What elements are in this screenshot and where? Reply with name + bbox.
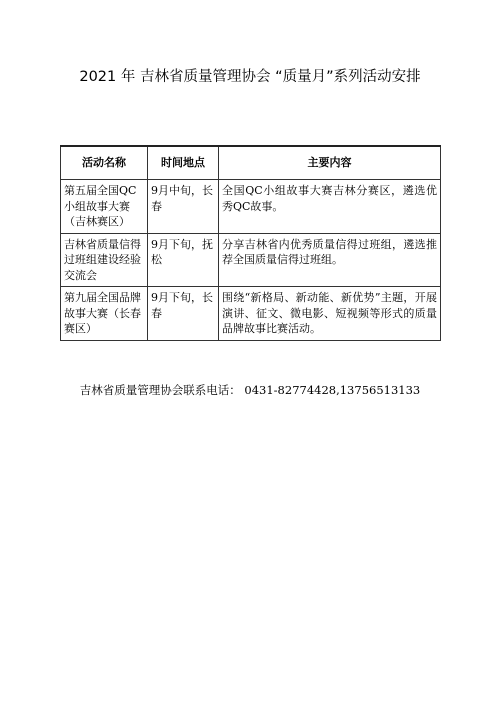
activity-name-cell: 第五届全国QC小组故事大赛（吉林赛区）: [61, 180, 148, 234]
header-main-content: 主要内容: [219, 146, 441, 180]
table-row: [61, 180, 441, 234]
table-header-row: [61, 146, 441, 180]
main-content-cell: 全国QC小组故事大赛吉林分赛区，遴选优秀QC故事。: [219, 180, 441, 234]
contact-phone-line: 吉林省质量管理协会联系电话： 0431-82774428,13756513133: [79, 383, 421, 397]
time-location-cell: 9月中旬，长春: [148, 180, 219, 234]
activity-name-cell: 第九届全国品牌故事大赛（长春赛区）: [61, 287, 148, 341]
main-content-cell: 分享吉林省内优秀质量信得过班组，遴选推荐全国质量信得过班组。: [219, 233, 441, 287]
time-location-cell: 9月下旬，长春: [148, 287, 219, 341]
document-title: 2021 年 吉林省质量管理协会 “质量月”系列活动安排: [79, 69, 421, 85]
time-location-cell: 9月下旬，抚松: [148, 233, 219, 287]
table-row: [61, 233, 441, 287]
main-content-cell: 围绕“新格局、新动能、新优势”主题，开展演讲、征文、微电影、短视频等形式的质量品牌故事比赛活动。: [219, 287, 441, 341]
header-activity-name: 活动名称: [61, 146, 148, 180]
activity-schedule-table: [60, 145, 441, 341]
header-time-location: 时间地点: [148, 146, 219, 180]
activity-name-cell: 吉林省质量信得过班组建设经验交流会: [61, 233, 148, 287]
table-row: [61, 287, 441, 341]
